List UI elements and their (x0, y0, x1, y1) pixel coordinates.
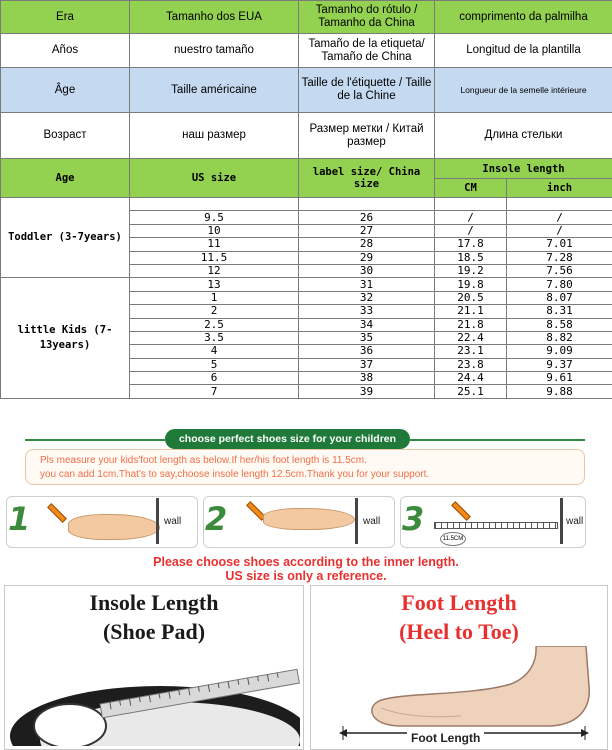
lang-row-russian (1, 113, 612, 159)
size-cell-inch: 8.82 (507, 331, 612, 344)
length-badge: 11.5CM (440, 532, 466, 546)
size-row (1, 198, 612, 211)
size-cell-cm: 21.8 (435, 318, 507, 331)
size-cell-inch: 8.31 (507, 305, 612, 318)
measure-step-2 (203, 496, 395, 548)
header-us-size: US size (130, 159, 299, 198)
foot-length-label: Foot Length (407, 731, 484, 745)
size-cell-cm: 17.8 (435, 238, 507, 251)
wall-label: wall (164, 516, 182, 527)
shoe-pad-title: (Shoe Pad) (102, 619, 206, 644)
size-cell-inch (507, 198, 612, 211)
size-cell-label: 31 (299, 278, 435, 291)
size-row (1, 278, 612, 291)
size-cell-inch: 7.01 (507, 238, 612, 251)
lang-cell-label: Размер метки / Китай размер (299, 113, 435, 159)
size-cell-inch: 9.88 (507, 385, 612, 398)
size-cell-label: 39 (299, 385, 435, 398)
measure-instructions (0, 423, 612, 585)
step-number: 3 (402, 500, 425, 538)
banner-divider-left (25, 439, 165, 441)
size-cell-us: 11.5 (130, 251, 299, 264)
size-cell-inch: / (507, 211, 612, 224)
size-cell-inch: 8.07 (507, 291, 612, 304)
header-insole-length: Insole length (435, 159, 612, 179)
header-inch: inch (507, 179, 612, 198)
size-header-row (1, 159, 612, 179)
lang-cell-insole: Длина стельки (435, 113, 612, 159)
size-cell-cm: 19.2 (435, 264, 507, 277)
foot-side-image (361, 646, 591, 728)
lang-cell-era: Âge (1, 68, 130, 113)
size-cell-us: 11 (130, 238, 299, 251)
size-cell-label: 38 (299, 372, 435, 385)
size-cell-cm: 23.1 (435, 345, 507, 358)
foot-top-icon (263, 508, 355, 530)
size-cell-inch: 7.56 (507, 264, 612, 277)
lang-cell-us: Tamanho dos EUA (130, 1, 299, 34)
size-cell-us: 9.5 (130, 211, 299, 224)
size-cell-us: 5 (130, 358, 299, 371)
lang-cell-era: Años (1, 34, 130, 68)
size-cell-us: 7 (130, 385, 299, 398)
size-cell-inch: 9.37 (507, 358, 612, 371)
size-cell-label: 33 (299, 305, 435, 318)
wall-icon (355, 498, 358, 544)
size-cell-label: 34 (299, 318, 435, 331)
size-cell-cm: 19.8 (435, 278, 507, 291)
size-cell-cm: 18.5 (435, 251, 507, 264)
size-cell-cm: / (435, 211, 507, 224)
wall-icon (156, 498, 159, 544)
lang-cell-era: Возраст (1, 113, 130, 159)
size-cell-label: 30 (299, 264, 435, 277)
warning-line-2: US size is only a reference. (225, 569, 387, 583)
insole-length-panel (4, 585, 304, 750)
size-cell-us: 6 (130, 372, 299, 385)
size-cell-label: 37 (299, 358, 435, 371)
size-cell-us: 2.5 (130, 318, 299, 331)
size-cell-cm: 20.5 (435, 291, 507, 304)
header-age: Age (1, 159, 130, 198)
measure-step-1 (6, 496, 198, 548)
size-cell-label: 27 (299, 224, 435, 237)
wall-label: wall (566, 516, 584, 527)
size-cell-us: 3.5 (130, 331, 299, 344)
lang-cell-insole: Longueur de la semelle intérieure (435, 68, 612, 113)
step-number: 1 (8, 500, 31, 538)
measure-note-line-2: you can add 1cm.That's to say,choose insole length 12.5cm.Thank you for your support. (40, 469, 430, 480)
lang-cell-label: Tamanho do rótulo / Tamanho da China (299, 1, 435, 34)
header-cm: CM (435, 179, 507, 198)
size-cell-inch: 9.61 (507, 372, 612, 385)
wall-icon (560, 498, 563, 544)
size-cell-us: 12 (130, 264, 299, 277)
size-cell-label: 29 (299, 251, 435, 264)
lang-cell-era: Era (1, 1, 130, 34)
lang-cell-insole: comprimento da palmilha (435, 1, 612, 34)
size-cell-cm: 22.4 (435, 331, 507, 344)
foot-side-icon (68, 514, 160, 540)
size-cell-inch: / (507, 224, 612, 237)
length-comparison (0, 585, 612, 750)
size-cell-us: 1 (130, 291, 299, 304)
size-cell-inch: 7.28 (507, 251, 612, 264)
foot-length-panel (310, 585, 608, 750)
size-table-body (1, 198, 612, 399)
measure-note-line-1: Pls measure your kids'foot length as below.If her/his foot length is 11.5cm. (40, 455, 367, 466)
measure-note (25, 449, 585, 485)
age-group-cell: little Kids (7-13years) (1, 278, 130, 399)
step-number: 2 (205, 500, 228, 538)
size-cell-cm: 24.4 (435, 372, 507, 385)
lang-cell-insole: Longitud de la plantilla (435, 34, 612, 68)
shoe-insole-image (10, 666, 300, 746)
header-label-size: label size/ China size (299, 159, 435, 198)
lang-cell-label: Taille de l'étiquette / Taille de la Chine (299, 68, 435, 113)
lang-row-spanish (1, 34, 612, 68)
lang-row-french (1, 68, 612, 113)
language-table (0, 0, 612, 159)
foot-title-1: Foot Length (401, 590, 517, 615)
size-cell-us: 13 (130, 278, 299, 291)
age-group-cell: Toddler (3-7years) (1, 198, 130, 278)
size-cell-label: 35 (299, 331, 435, 344)
measure-step-3 (400, 496, 586, 548)
insole-title-1: Insole Length (89, 590, 219, 615)
size-cell-cm (435, 198, 507, 211)
banner-divider-right (410, 439, 585, 441)
size-cell-cm: 21.1 (435, 305, 507, 318)
size-cell-cm: / (435, 224, 507, 237)
foot-title-2: (Heel to Toe) (399, 619, 519, 644)
size-cell-label: 28 (299, 238, 435, 251)
lang-cell-label: Tamaño de la etiqueta/ Tamaño de China (299, 34, 435, 68)
size-cell-inch: 8.58 (507, 318, 612, 331)
size-cell-us (130, 198, 299, 211)
lang-cell-us: nuestro tamaño (130, 34, 299, 68)
size-cell-us: 4 (130, 345, 299, 358)
lang-row-portuguese (1, 1, 612, 34)
size-cell-cm: 23.8 (435, 358, 507, 371)
lang-cell-us: Taille américaine (130, 68, 299, 113)
size-cell-label: 32 (299, 291, 435, 304)
size-cell-inch: 7.80 (507, 278, 612, 291)
size-cell-label: 26 (299, 211, 435, 224)
size-cell-label: 36 (299, 345, 435, 358)
lang-cell-us: наш размер (130, 113, 299, 159)
size-cell-inch: 9.09 (507, 345, 612, 358)
wall-label: wall (363, 516, 381, 527)
size-cell-us: 10 (130, 224, 299, 237)
size-cell-label (299, 198, 435, 211)
size-cell-cm: 25.1 (435, 385, 507, 398)
size-chart-table (0, 158, 612, 399)
ruler-icon (434, 522, 558, 529)
size-cell-us: 2 (130, 305, 299, 318)
choose-size-banner: choose perfect shoes size for your children (165, 429, 410, 449)
warning-line-1: Please choose shoes according to the inner length. (153, 555, 459, 569)
